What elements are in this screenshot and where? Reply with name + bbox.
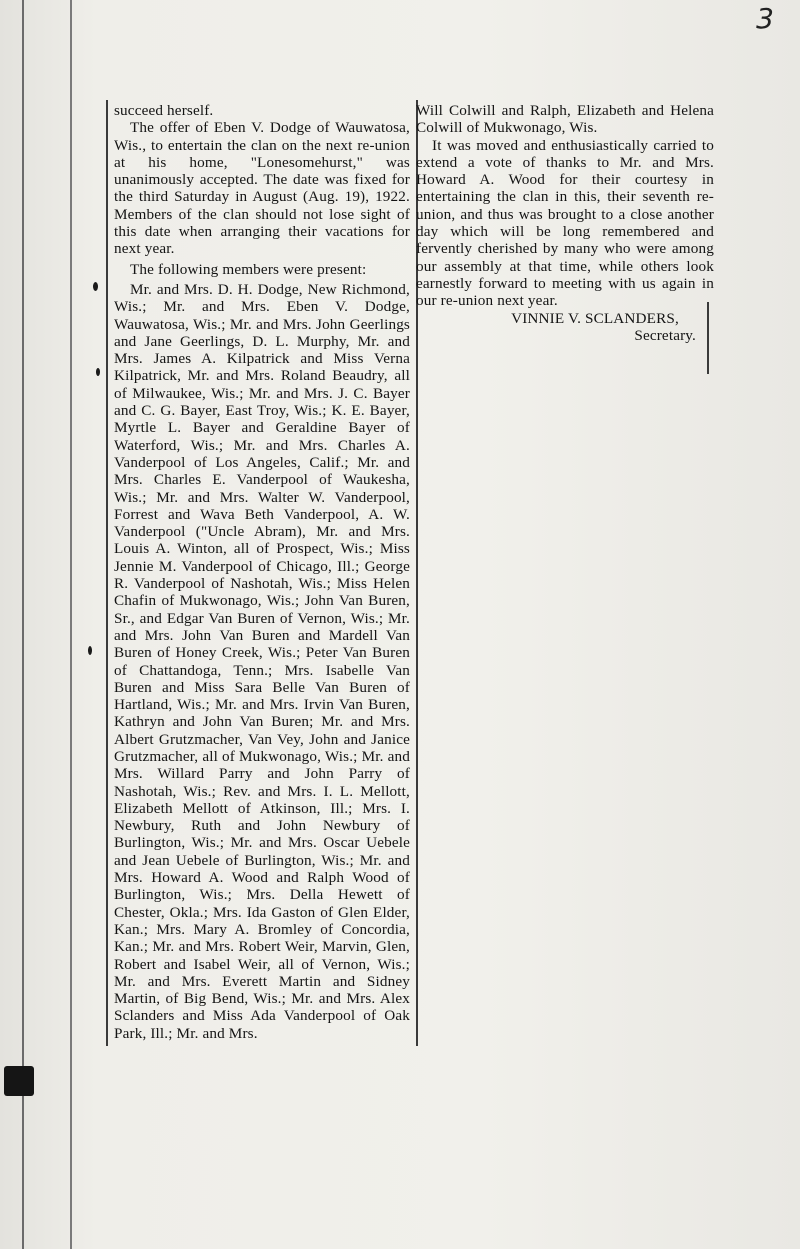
article-paragraph: The following members were present: [130,260,367,278]
signature-title: Secretary. [634,326,696,344]
binding-edge-line [22,0,24,1249]
article-left-column [106,100,418,1046]
attendee-list: Mr. and Mrs. D. H. Dodge, New Richmond, Wis.; Mr. and Mrs. Eben V. Dodge, Wauwatosa, Wis.; Mr. and Mrs. John Geerlings and Jane Geerlings, D. L. Murphy, Mr. and Mrs. James A. Kilpatrick and Miss Verna Kilpatrick, Mr. and Mrs. Roland Beaudry, all of Milwaukee, Wis.; Mr. and Mrs. J. C. Bayer and C. G. Bayer, East Troy, Wis.; K. E. Bayer, Myrtle L. Bayer and Geraldine Bayer of Waterford, Wis.; Mr. and Mrs. Charles A. Vanderpool of Los Angeles, Calif.; Mr. and Mrs. Charles E. Vanderpool of Waukesha, Wis.; Mr. and Mrs. Walter W. Vanderpool, Forrest and Wava Beth Vanderpool, A. W. Vanderpool ("Uncle Abram), Mr. and Mrs. Louis A. Winton, all of Prospect, Wis.; Miss Jennie M. Vanderpool of Chicago, Ill.; George R. Vanderpool of Nashotah, Wis.; Miss Helen Chafin of Mukwonago, Wis.; John Van Buren, Sr., and Edgar Van Buren of Vernon, Wis.; Mr. and Mrs. John Van Buren and Mardell Van Buren of Honey Creek, Wis.; Peter Van Buren of Chattandoga, Tenn.; Mrs. Isabelle Van Buren and Miss Sara Belle Van Buren of Hartland, Wis.; Mr. and Mrs. Irvin Van Buren, Kathryn and John Van Buren; Mr. and Mrs. Albert Grutzmacher, Van Vey, John and Janice Grutzmacher, all of Mukwonago, Wis.; Mr. and Mrs. Willard Parry and John Parry of Nashotah, Wis.; Rev. and Mrs. I. L. Mellott, Elizabeth Mellott of Atkinson, Ill.; Mrs. I. Newbury, Ruth and John Newbury of Burlington, Wis.; Mr. and Mrs. Oscar Uebele and Jean Uebele of Burlington, Wis.; Mr. and Mrs. Howard A. Wood and Ralph Wood of Burlington, Wis.; Mrs. Della Hewett of Chester, Okla.; Mrs. Ida Gaston of Glen Elder, Kan.; Mrs. Mary A. Bromley of Concordia, Kan.; Mr. and Mrs. Robert Weir, Marvin, Glen, Robert and Isabel Weir, all of Vernon, Wis.; Mr. and Mrs. Everett Martin and Sidney Martin, of Big Bend, Wis.; Mr. and Mrs. Alex Sclanders and Miss Ada Vanderpool of Oak Park, Ill.; Mr. and Mrs. [114,280,410,1042]
article-paragraph: The offer of Eben V. Dodge of Wauwatosa, Wis., to entertain the clan on the next re-union at his home, "Lonesomehurst," was unanimously accepted. The date was fixed for the third Saturday in August (Aug. 19), 1922. Members of the clan should not lose sight of this date when arranging their vacations for next year. [114,119,410,258]
page-number: 3 [756,2,774,35]
signature-name: VINNIE V. SCLANDERS, [511,309,679,327]
ink-smudge [4,1066,34,1096]
margin-mark [88,646,92,655]
margin-mark [96,368,100,376]
binding-edge-line-inner [70,0,72,1249]
article-right-column [410,100,718,348]
column-rule [707,302,709,374]
article-paragraph: It was moved and enthusiastically carried to extend a vote of thanks to Mr. and Mrs. Howard A. Wood for their courtesy in entertaining the clan in this, their seventh re-union, and thus was brought to a close another day which will be long remembered and fervently cherished by many who were among our assembly at that time, while others look earnestly forward to meeting with us again in our re-union next year. [416,136,714,310]
article-paragraph: Will Colwill and Ralph, Elizabeth and Helena Colwill of Mukwonago, Wis. [416,102,714,137]
margin-mark [93,282,98,291]
article-paragraph: succeed herself. [114,102,214,119]
